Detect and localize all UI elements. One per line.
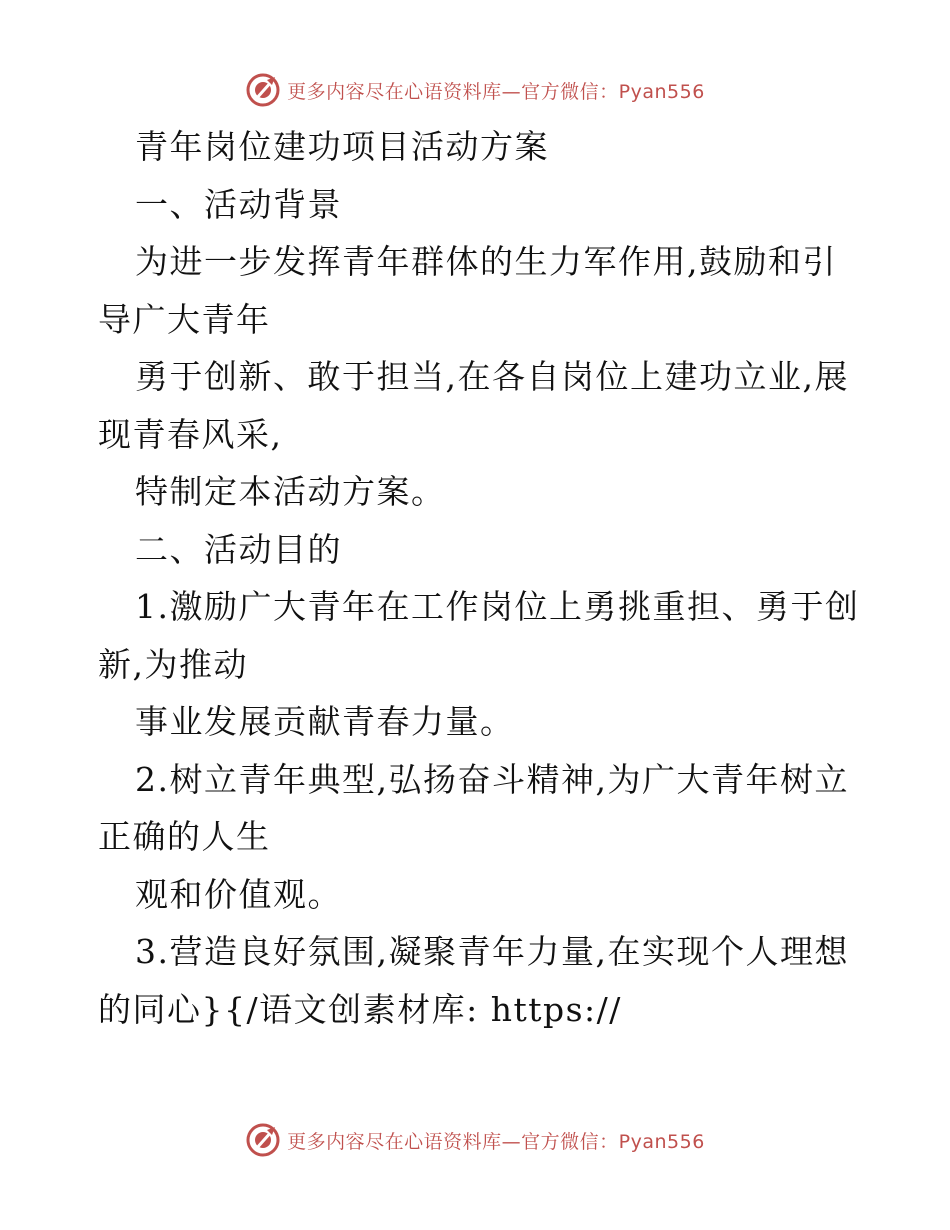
document-line: 为进一步发挥青年群体的生力军作用,鼓励和引 [135,242,837,281]
document-line: 2.树立青年典型,弘扬奋斗精神,为广大青年树立 [135,759,849,799]
document-line: 1.激励广大青年在工作岗位上勇挑重担、勇于创 [135,587,860,626]
document-line: 新,为推动 [98,644,248,684]
document-line: 现青春风采, [98,414,283,454]
document-line: 导广大青年 [98,299,271,339]
document-line: 二、活动目的 [135,529,342,569]
document-line: 正确的人生 [98,817,271,856]
document-body [98,118,858,1038]
document-line: 观和价值观。 [135,874,342,914]
footer-banner [0,1118,950,1162]
footer-banner-text: 更多内容尽在心语资料库—官方微信：Pyan556 [287,1130,705,1153]
seal-logo-icon [245,72,281,108]
document-line: 青年岗位建功项目活动方案 [135,127,549,166]
document-line: 特制定本活动方案。 [135,472,446,511]
document-line: 勇于创新、敢于担当,在各自岗位上建功立业,展 [135,357,849,396]
header-banner [0,68,950,112]
document-line: 事业发展贡献青春力量。 [135,702,515,741]
document-line: 3.营造良好氛围,凝聚青年力量,在实现个人理想 [135,932,849,971]
seal-logo-icon [245,1122,281,1158]
document-line: 的同心}{/语文创素材库: https:// [98,989,622,1029]
document-line: 一、活动背景 [135,184,342,224]
header-banner-text: 更多内容尽在心语资料库—官方微信：Pyan556 [287,80,705,103]
